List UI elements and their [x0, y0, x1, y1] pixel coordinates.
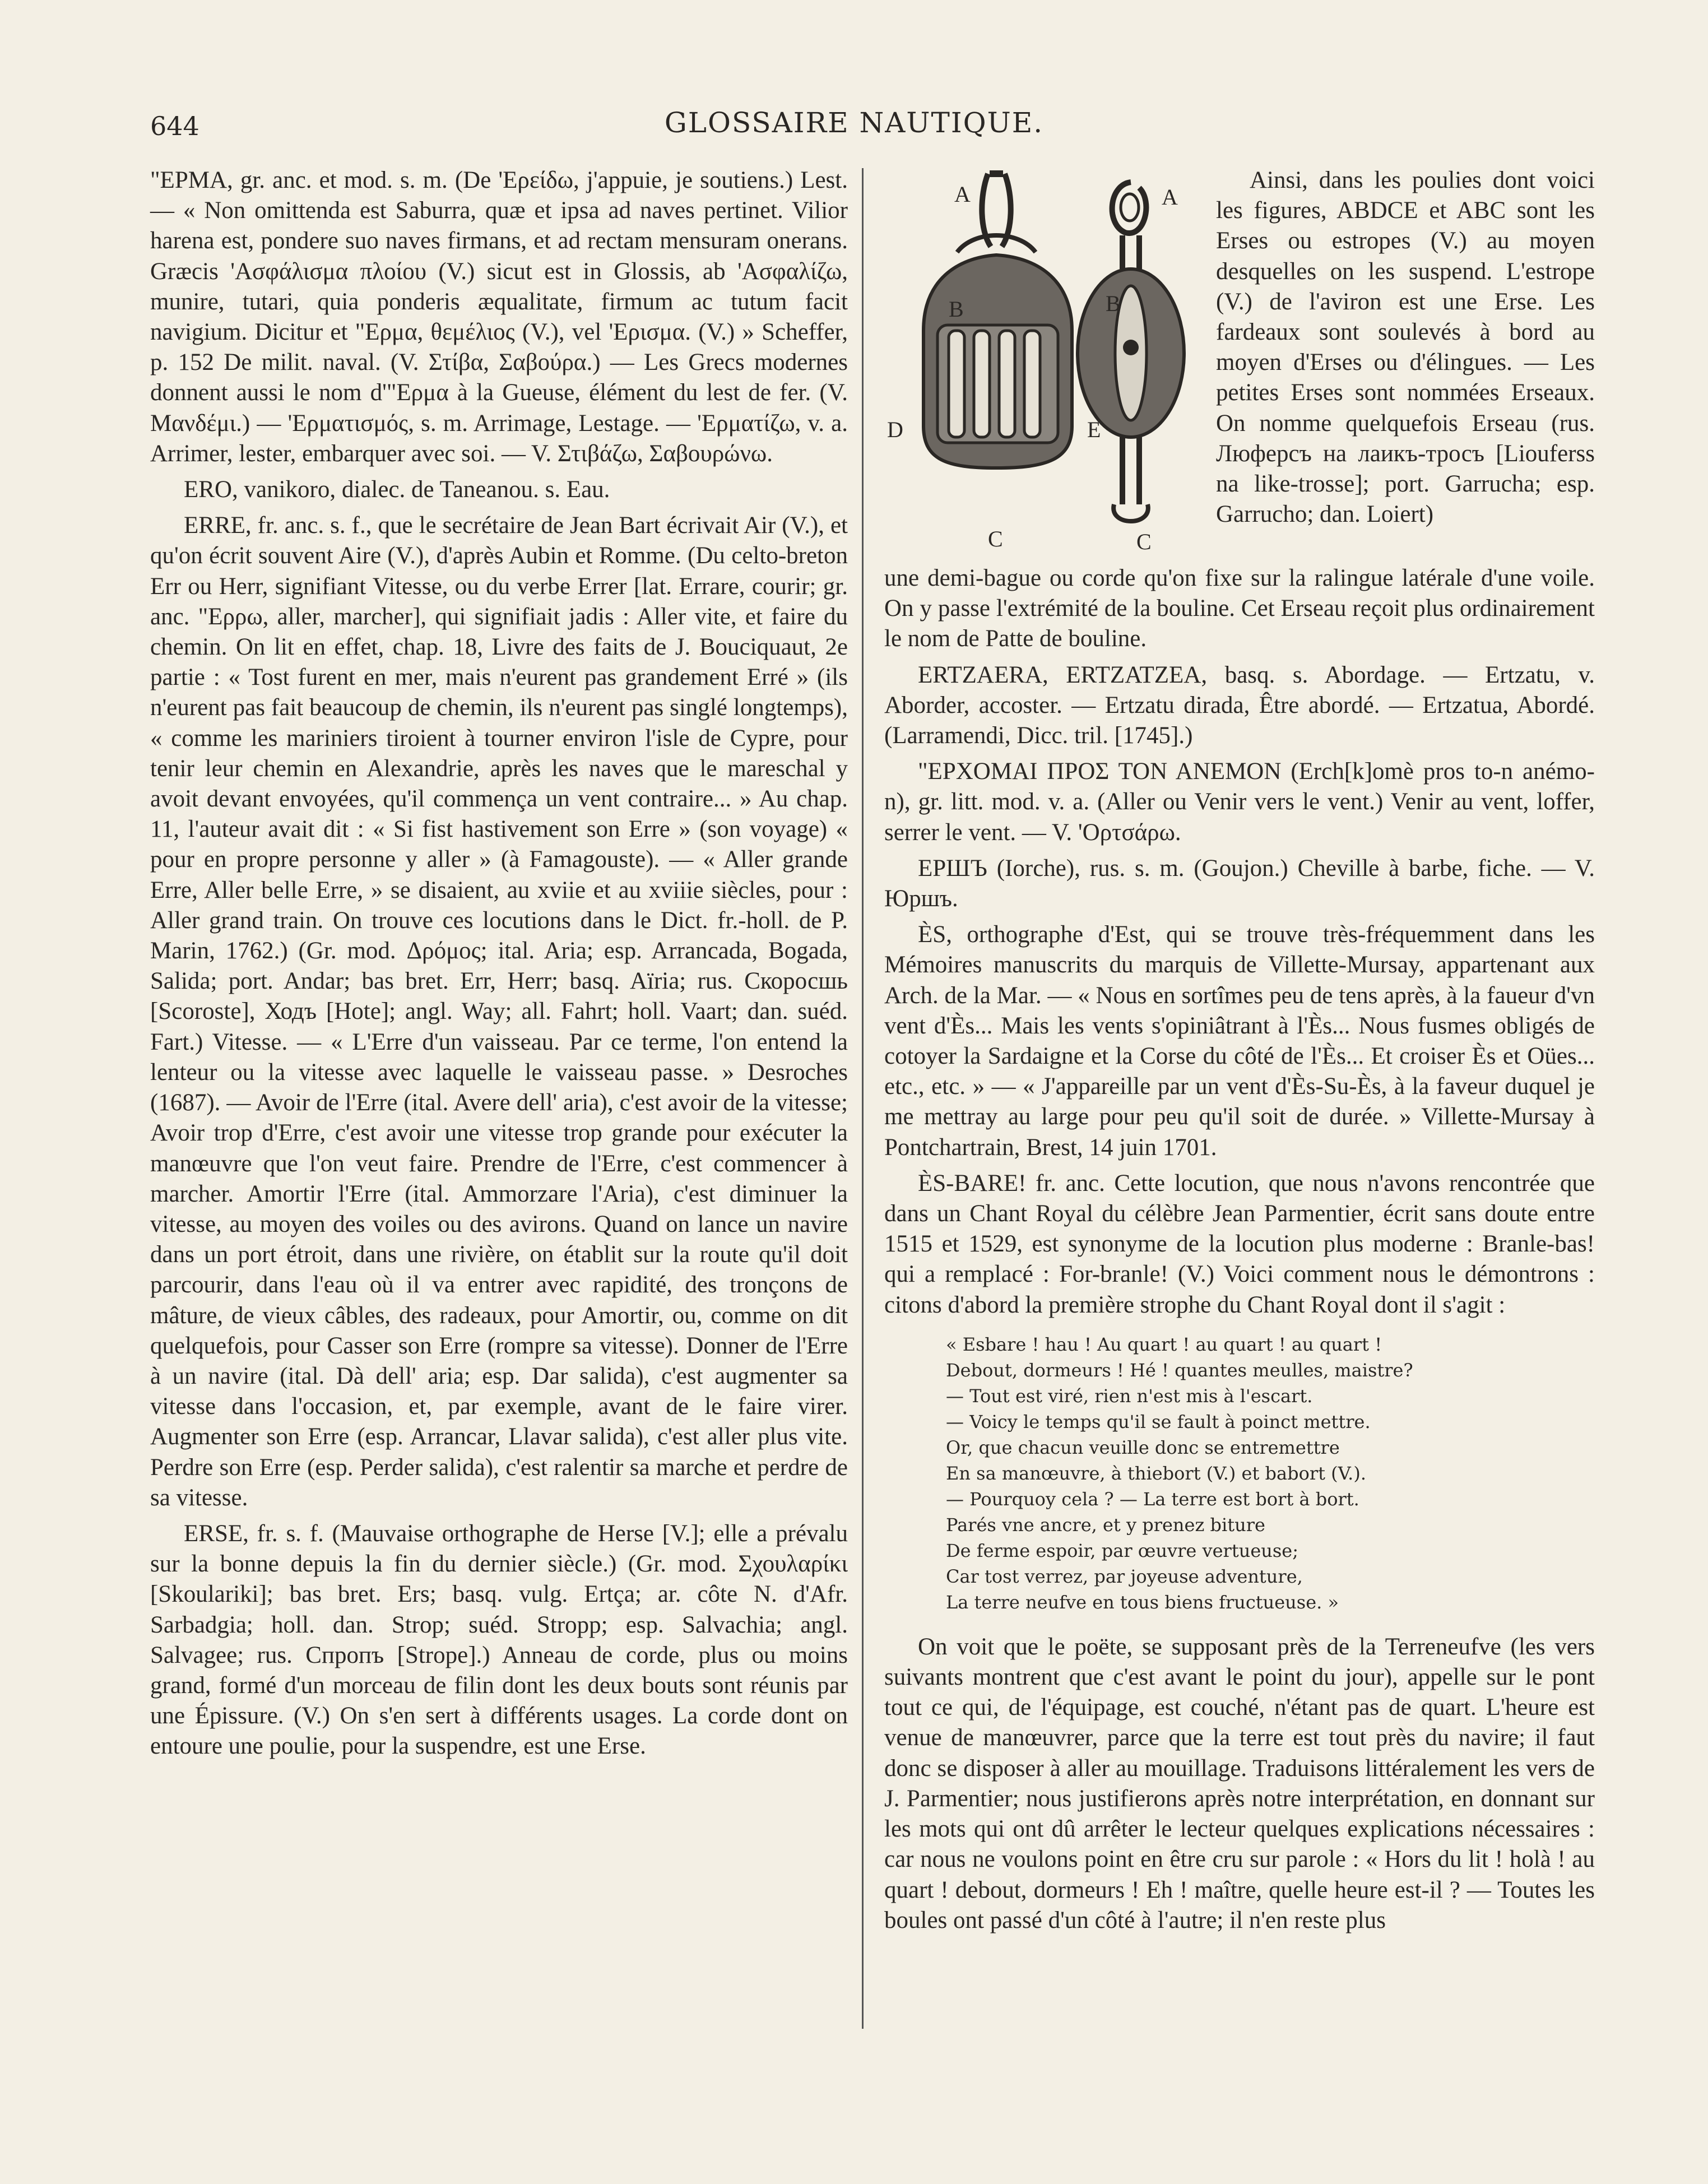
- entry-iorche: [884, 854, 1595, 914]
- entry-text: fr. anc. Cette locution, que nous n'avons rencontrée que dans un Chant Royal du célèbre Jean Parmentier, écrit sans doute entre 1515 et 1529, est synonyme de la locution plus moderne : Branle-bas! qui a remplacé : For-branle! (V.) Voici comment nous le démontrons : citons d'abord la première strophe du Chant Royal dont il s'agit :: [884, 1170, 1595, 1318]
- entry-text: , orthographe d'Est, qui se trouve très-fréquemment dans les Mémoires manuscrits du marquis de Villette-Mursay, appartenant aux Arch. de la Mar. — « Nous en sortîmes peu de tens après, à la faueur d'vn vent d'Ès... Mais les vents s'opiniâtrant à l'Ès... Nous fusmes obligés de cotoyer la Sardaigne et la Corse du côté de l'Ès... Et croiser Ès et Oües... etc., etc. » — « J'appareille par un vent d'Ès-Su-Ès, à la faveur duquel je me mettray au large pour peu qu'il soit de durée. » Villette-Mursay à Pontchartrain, Brest, 14 juin 1701.: [884, 921, 1595, 1161]
- poem-line: — Pourquoy cela ? — La terre est bort à bort.: [946, 1488, 1359, 1510]
- figure-label-c-right: C: [1136, 529, 1152, 554]
- entry-erre: [150, 511, 848, 1513]
- entry-text: une demi-bague ou corde qu'on fixe sur la ralingue latérale d'une voile. On y passe l'extrémité de la bouline. Cet Erseau reçoit plus ordinairement le nom de Patte de bouline.: [884, 565, 1595, 652]
- entry-text: (Erch[k]omè pros to-n anémo-n), gr. litt. mod. v. a. (Aller ou Venir vers le vent.) Venir au vent, loffer, serrer le vent. — V. 'Ορτσάρω.: [884, 758, 1595, 846]
- entry-text: , gr. anc. et mod. s. m. (De 'Ερείδω, j'appuie, je soutiens.) Lest. — « Non omittenda est Saburra, quæ et ipsa ad naves pertinet. Vilior harena est, pondere suo naves firmans, et ad rectam mensuram onerans. Græcis 'Ασφάλισμα πλοίου (V.) sicut est in Glossis, ab 'Ασφαλίζω, munire, tutari, quia ponderis æqualitate, firmum ac tutum facit navigium. Dicitur et "Ερμα, θεμέλιος (V.), vel 'Ερισμα. (V.) » Scheffer, p. 152 De milit. naval. (V. Στίβα, Σαβούρα.) — Les Grecs modernes donnent aussi le nom d'"Ερμα à la Gueuse, élément du lest de fer. (V. Μανδέμι.) — 'Ερματισμός, s. m. Arrimage, Lestage. — 'Ερματίζω, v. a. Arrimer, lester, embarquer avec soi. — V. Στιβάζω, Σαβουρώνω.: [150, 167, 848, 467]
- figure-label-a-left: A: [954, 182, 971, 207]
- entry-text: , vanikoro, dialec. de Taneanou. s. Eau.: [232, 476, 610, 503]
- chant-royal-stanza: [946, 1332, 1595, 1615]
- entry-text: , fr. s. f. (Mauvaise orthographe de Herse [V.]; elle a prévalu sur la bonne depuis la fin du dernier siècle.) (Gr. mod. Σχουλαρίκι [Skoulariki]; bas bret. Ers; basq. vulg. Ertça; ar. côte N. d'Afr. Sarbadgia; holl. dan. Strop; suéd. Stropp; esp. Salvachia; angl. Salvagee; rus. Спропъ [Strope].) Anneau de corde, plus ou moins grand, formé d'un morceau de filin dont les deux bouts sont réunis par une Épissure. (V.) On s'en sert à différents usages. La corde dont on entoure une poulie, pour la suspendre, est une Erse.: [150, 1520, 848, 1760]
- page-title: GLOSSAIRE NAUTIQUE.: [664, 106, 1044, 139]
- entry-head: "ΕΡΜΑ: [150, 167, 228, 193]
- entry-head: "ΕΡΧΟΜΑΙ ΠΡΟΣ ΤΟΝ ΑΝΕΜΟΝ: [918, 758, 1282, 785]
- figure-label-d: D: [887, 417, 903, 442]
- figure-label-a-right: A: [1162, 184, 1178, 210]
- left-column: [150, 165, 848, 1762]
- poem-line: De ferme espoir, par œuvre vertueuse;: [946, 1540, 1298, 1561]
- entry-text: , fr. anc. s. f., que le secrétaire de Jean Bart écrivait Air (V.), et qu'on écrit souvent Aire (V.), d'après Aubin et Romme. (Du celto-breton Err ou Herr, signifiant Vitesse, ou du verbe Errer [lat. Errare, courir; gr. anc. "Ερρω, aller, marcher], qui signifiait jadis : Aller vite, et faire du chemin. On lit en effet, chap. 18, Livre des faits de J. Bouciquaut, 2e partie : « Tost furent en mer, mais n'eurent pas grandement Erré » (ils n'eurent pas fait beaucoup de chemin, ils n'eurent pas singlé longtemps), « comme les mariniers tiroient à tourner environ l'isle de Cypre, pour tenir leur chemin en Alexandrie, après les naves que le mareschal y avoit devant envoyées, qu'il commença un vent contraire... » Au chap. 11, l'auteur avait dit : « Si fist hastivement son Erre » (son voyage) « pour en propre personne y aller » (à Famagouste). — « Aller grande Erre, Aller belle Erre, » se disaient, au xviie et au xviiie siècles, pour : Aller grand train. On trouve ces locutions dans le Dict. fr.-holl. de P. Marin, 1762.) (Gr. mod. Δρόμος; ital. Aria; esp. Arrancada, Bogada, Salida; port. Andar; bas bret. Err, Herr; basq. Aïria; rus. Скоросшь [Scoroste], Ходъ [Hote]; angl. Way; all. Fahrt; holl. Vaart; dan. suéd. Fart.) Vitesse. — « L'Erre d'un vaisseau. Par ce terme, l'on entend la lenteur ou la vitesse avec laquelle le vaisseau passe. » Desroches (1687). — Avoir de l'Erre (ital. Avere dell' aria), c'est avoir de la vitesse; Avoir trop d'Erre, c'est avoir une vitesse trop grande pour exécuter la manœuvre que l'on veut faire. Prendre de l'Erre, c'est commencer à marcher. Amortir l'Erre (ital. Ammorzare l'Aria), c'est diminuer la vitesse, au moyen des voiles ou des avirons. Quand on lance un navire dans un port étroit, dans une rivière, on établit sur la route qu'il doit parcourir, dans l'eau où il va entrer avec rapidité, des tronçons de mâture, de vieux câbles, des radeaux, pour Amortir, ou, comme on dit quelquefois, pour Casser son Erre (rompre sa vitesse). Donner de l'Erre à un navire (ital. Dà dell' aria; esp. Dar salida), c'est augmenter sa vitesse dans l'occasion, et, par exemple, avant de le faire virer. Augmenter son Erre (esp. Arrancar, Llavar salida), c'est aller plus vite. Perdre son Erre (esp. Perder salida), c'est ralentir sa marche et perdre de sa vitesse.: [150, 512, 848, 1511]
- figure-label-c-left: C: [988, 526, 1003, 551]
- commentary-paragraph: On voit que le poëte, se supposant près de la Terreneufve (les vers suivants montrent que c'est avant le point du jour), appelle sur le pont tout ce qui, de l'équipage, est couché, n'étant pas de quart. L'heure est venue de manœuvrer, parce que la terre est tout près du navire; il faut donc se disposer à aller au mouillage. Traduisons littéralement les vers de J. Parmentier; nous justifierons après notre interprétation, en donnant sur les mots qui ont dû arrêter le lecteur quelques explications nécessaires : car nous ne voulons point en être cru sur parole : « Hors du lit ! holà ! au quart ! debout, dormeurs ! Eh ! maître, quelle heure est-il ? — Toutes les boules ont passé d'un côté à l'autre; il n'en reste plus: [884, 1633, 1595, 1933]
- entry-ero: [150, 475, 848, 505]
- entry-text: (Iorche), rus. s. m. (Goujon.) Cheville à barbe, fiche. — V. Юршъ.: [884, 855, 1595, 912]
- entry-erma: [150, 165, 848, 469]
- erseau-continuation: [884, 563, 1595, 655]
- entry-text: , basq. s. Abordage. — Ertzatu, v. Aborder, accoster. — Ertzatu dirada, Être abordé. — Ertzatua, Abordé. (Larramendi, Dicc. tril. [1745].): [884, 661, 1595, 749]
- poem-line: — Voicy le temps qu'il se fault à poinct mettre.: [946, 1411, 1371, 1432]
- entry-head: ÈS-BARE!: [918, 1170, 1027, 1197]
- entry-head: ERTZAERA, ERTZATZEA: [918, 661, 1201, 688]
- erse-continuation: Ainsi, dans les poulies dont voici les figures, ABDCE et ABC sont les Erses ou estropes (V.) au moyen desquelles on les suspend. L'estrope (V.) de l'aviron est une Erse. Les fardeaux sont soulevés à bord au moyen d'Erses ou d'élingues. — Les petites Erses sont nommées Erseaux. On nomme quelquefois Erseau (rus. Люферсъ на лаикъ-тросъ [Liouferss na like-trosse]; port. Garrucha; esp. Garrucho; dan. Loiert): [1216, 167, 1595, 528]
- entry-ertzaera: [884, 660, 1595, 752]
- poem-line: Debout, dormeurs ! Hé ! quantes meulles, maistre?: [946, 1359, 1413, 1381]
- page-number: 644: [150, 111, 199, 141]
- entry-head: ÈS: [918, 921, 946, 948]
- poem-line: — Tout est viré, rien n'est mis à l'escart.: [946, 1385, 1313, 1407]
- entry-head: ERO: [184, 476, 232, 503]
- entry-es: [884, 920, 1595, 1163]
- poem-line: Or, que chacun veuille donc se entremettre: [946, 1436, 1340, 1458]
- figure-label-b-right: B: [1106, 291, 1121, 316]
- entry-head: ЕРШЪ: [918, 855, 987, 882]
- poem-line: En sa manœuvre, à thiebort (V.) et babort (V.).: [946, 1462, 1366, 1484]
- figure-label-b-left: B: [949, 296, 964, 322]
- right-column: [884, 563, 1595, 1936]
- entry-es-bare: [884, 1168, 1595, 1320]
- pulley-figure: [884, 163, 1220, 560]
- poem-line: La terre neufve en tous biens fructueuse. »: [946, 1591, 1339, 1613]
- column-divider: [862, 168, 864, 2029]
- entry-head: ERRE: [184, 512, 245, 539]
- figure-label-e: E: [1087, 417, 1101, 442]
- entry-erse: [150, 1519, 848, 1762]
- poem-line: « Esbare ! hau ! Au quart ! au quart ! au quart !: [946, 1333, 1382, 1355]
- entry-head: ERSE: [184, 1520, 243, 1547]
- running-head: [0, 106, 1708, 146]
- entry-erchomai: [884, 757, 1595, 848]
- pulley-illustration: [884, 163, 1220, 560]
- poem-line: Car tost verrez, par joyeuse adventure,: [946, 1565, 1303, 1587]
- poem-line: Parés vne ancre, et y prenez biture: [946, 1514, 1265, 1536]
- text-beside-figure: [1216, 165, 1595, 530]
